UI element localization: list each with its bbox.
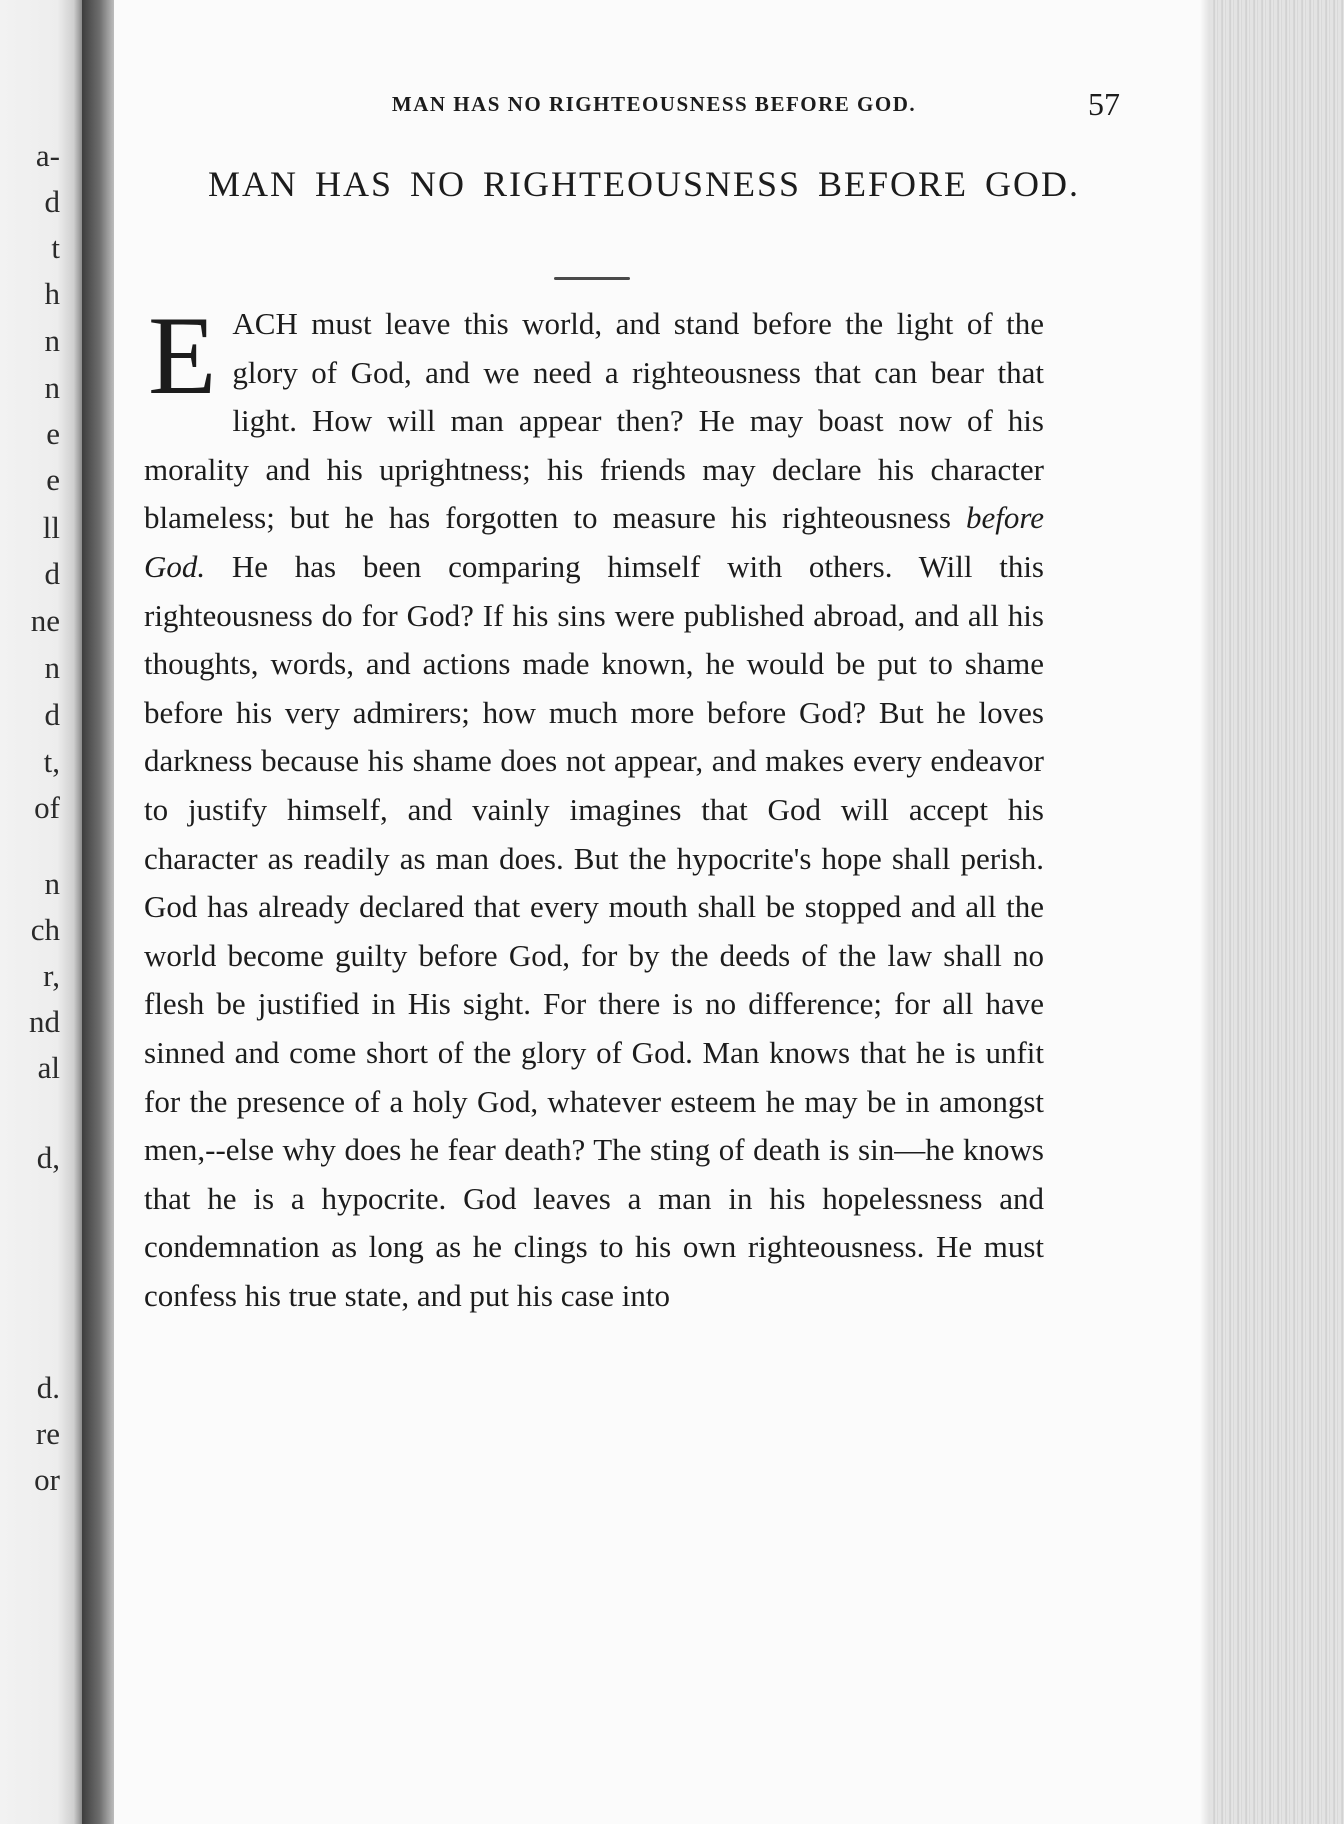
book-gutter: [82, 0, 114, 1824]
running-head: [114, 86, 1210, 126]
book-page: [114, 0, 1210, 1824]
left-page-fragment: ll: [42, 510, 60, 545]
running-title: MAN HAS NO RIGHTEOUSNESS BEFORE GOD.: [391, 92, 917, 116]
left-page-edge: [0, 0, 82, 1824]
left-page-fragment: d: [44, 556, 60, 591]
left-page-fragment: d.: [36, 1370, 60, 1405]
left-page-fragment: e: [46, 416, 60, 451]
left-page-fragment: t: [51, 230, 60, 265]
left-page-fragment: n: [44, 323, 60, 358]
left-page-fragment: d: [44, 697, 60, 732]
body-italic-phrase: before God.: [144, 500, 1044, 584]
chapter-title: MAN HAS NO RIGHTEOUSNESS BEFORE GOD.: [207, 164, 1081, 204]
body-paragraph-start: ACH must leave this world, and stand before the light of the glory of God, and we need a righteousness that can bear that light. How will man appear then? He may boast now of his morality and his uprightness; his friends may declare his character blameless; but he has forgotten to measure his righteousness: [144, 306, 1044, 536]
left-page-fragment: n: [44, 650, 60, 685]
left-page-fragment: d: [44, 184, 60, 219]
left-page-fragment: n: [44, 866, 60, 901]
body-paragraph-rest: He has been comparing himself with others. Will this righteousness do for God? If his sins were published abroad, and all his thoughts, words, and actions made known, he would be put to shame before his very admirers; how much more before God? But he loves darkness because his shame does not appear, and makes every endeavor to justify himself, and vainly imagines that God will accept his character as readily as man does. But the hypocrite's hope shall perish. God has already declared that every mouth shall be stopped and all the world become guilty before God, for by the deeds of the law shall no flesh be justified in His sight. For there is no difference; for all have sinned and come short of the glory of God. Man knows that he is unfit for the presence of a holy God, whatever esteem he may be in amongst men,--else why does he fear death? The sting of death is sin—he knows that he is a hypocrite. God leaves a man in his hopelessness and condemnation as long as he clings to his own righteousness. He must confess his true state, and put his case into: [144, 548, 1044, 1313]
left-page-fragment: d,: [36, 1140, 60, 1175]
left-page-fragment: or: [34, 1462, 60, 1497]
left-page-fragment: e: [46, 462, 60, 497]
drop-cap: E: [148, 294, 217, 418]
left-page-fragment: of: [34, 790, 60, 825]
left-page-fragment: t,: [43, 744, 60, 779]
page-stack-edge: [1210, 0, 1344, 1824]
left-page-fragment: ch: [30, 912, 60, 947]
left-page-fragment: h: [44, 276, 60, 311]
left-page-fragment: nd: [29, 1004, 60, 1039]
left-page-fragment: al: [37, 1050, 60, 1085]
title-rule: [554, 277, 630, 280]
left-page-fragment: ne: [30, 603, 60, 638]
left-page-fragment: r,: [43, 958, 60, 993]
left-page-fragment: a-: [35, 138, 60, 173]
page-number: 57: [1088, 86, 1120, 122]
body-text: [144, 294, 1044, 1320]
left-page-fragment: re: [35, 1416, 60, 1451]
left-page-fragment: n: [44, 370, 60, 405]
